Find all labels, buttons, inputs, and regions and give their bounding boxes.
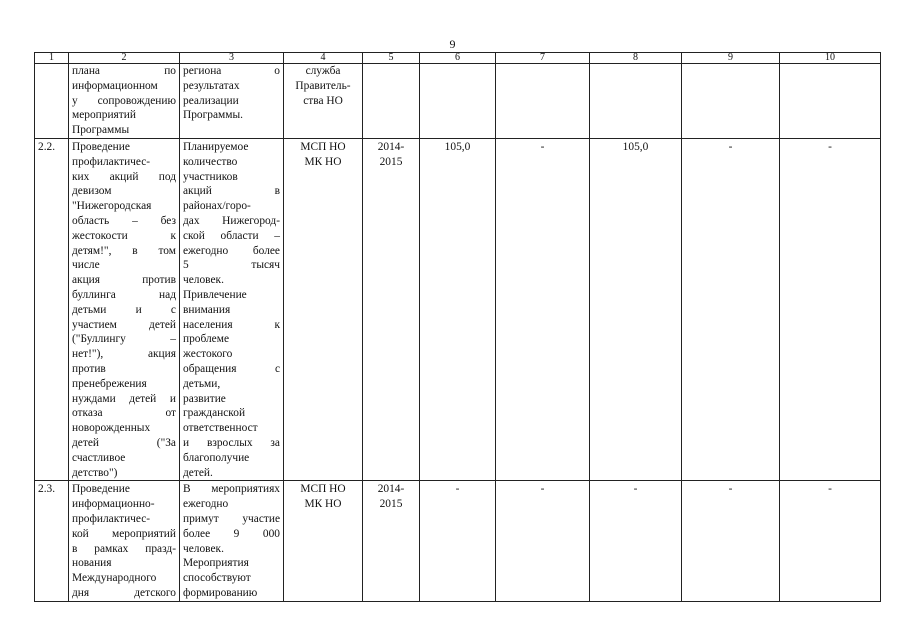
cell-line: жестокого [183, 348, 233, 361]
cell-line: детей. [183, 466, 213, 479]
period-cell [363, 481, 420, 601]
program-table [34, 52, 881, 602]
cell-line: 5 тысяч [183, 259, 280, 272]
cell-line: районах/горо- [183, 200, 251, 213]
cell-line: проблеме [183, 333, 230, 346]
cell-line: МК НО [304, 498, 342, 511]
column-header: 4 [284, 53, 363, 64]
cell-line: "Нижегородская [72, 200, 152, 213]
cell-line: МСП НО [300, 483, 346, 496]
cell-line: Программы [72, 124, 130, 137]
cell-line: новорожденных [72, 422, 151, 435]
cell-line: ской области – [183, 229, 280, 242]
cell-line: Проведение [72, 141, 130, 153]
funding-cell: - [780, 139, 881, 481]
cell-line: примут участие [183, 512, 280, 525]
cell-line: Мероприятия [183, 557, 249, 570]
funding-cell: - [420, 481, 496, 601]
cell-line: плана по [72, 65, 176, 77]
column-number-row [35, 53, 881, 64]
cell-line: ства НО [303, 94, 343, 107]
cell-line: профилактичес- [72, 512, 151, 525]
cell-line: дня детского [72, 586, 176, 599]
cell-line: населения к [183, 318, 280, 331]
cell-line: реализации [183, 94, 239, 107]
cell-line: Привлечение [183, 288, 247, 301]
funding-cell: - [590, 481, 682, 601]
period-cell [363, 64, 420, 139]
cell-line: ответственност [183, 422, 258, 435]
cell-line: мероприятий [72, 109, 136, 122]
cell-line: против [72, 362, 106, 375]
cell-line: отказа от [72, 407, 176, 420]
column-header: 9 [682, 53, 780, 64]
row-number: 2.3. [35, 481, 69, 601]
table-row [35, 139, 881, 481]
funding-cell [496, 64, 590, 139]
cell-line: числе [72, 259, 100, 272]
cell-line: региона о [183, 65, 280, 77]
column-header: 10 [780, 53, 881, 64]
funding-cell: - [682, 481, 780, 601]
result-cell [180, 481, 284, 601]
executor-cell [284, 481, 363, 601]
cell-line: МК НО [304, 155, 342, 168]
cell-line: результатах [183, 79, 240, 92]
row-number [35, 64, 69, 139]
measure-cell [69, 481, 180, 601]
cell-line: детство") [72, 466, 118, 479]
cell-line: 2015 [379, 498, 403, 511]
result-cell [180, 64, 284, 139]
cell-line: 2015 [379, 155, 403, 168]
cell-line: внимания [183, 303, 231, 316]
column-header: 6 [420, 53, 496, 64]
cell-line: жестокости к [72, 229, 176, 242]
cell-line: детей ("За [72, 436, 176, 449]
cell-line: кой мероприятий [72, 527, 176, 540]
cell-line: ежегодно более [183, 244, 280, 257]
cell-line: Программы. [183, 109, 243, 122]
cell-line: информационно- [72, 498, 155, 511]
cell-line: Планируемое [183, 141, 249, 153]
funding-cell: - [682, 139, 780, 481]
measure-cell [69, 64, 180, 139]
funding-cell: 105,0 [590, 139, 682, 481]
cell-line: ("Буллингу – [72, 333, 176, 346]
cell-line: Проведение [72, 483, 130, 496]
cell-line: профилактичес- [72, 155, 151, 168]
funding-cell: - [496, 139, 590, 481]
result-cell [180, 139, 284, 481]
cell-line: развитие [183, 392, 226, 405]
cell-line: обращения с [183, 362, 280, 375]
cell-line: ежегодно [183, 498, 229, 511]
cell-line: счастливое [72, 451, 126, 464]
cell-line: благополучие [183, 451, 250, 464]
funding-cell: 105,0 [420, 139, 496, 481]
cell-line: формированию [183, 586, 258, 599]
page-number: 9 [449, 37, 456, 51]
cell-line: у сопровождению [72, 94, 176, 107]
cell-line: область – без [72, 214, 176, 227]
cell-line: детьми, [183, 377, 221, 390]
cell-line: человек. [183, 274, 224, 287]
cell-line: и взрослых за [183, 436, 280, 449]
cell-line: информационном [72, 79, 158, 92]
cell-line: 2014- [377, 141, 405, 153]
cell-line: гражданской [183, 407, 246, 420]
executor-cell [284, 64, 363, 139]
cell-line: девизом [72, 185, 112, 198]
cell-line: более 9 000 [183, 527, 280, 540]
cell-line: буллинга над [72, 288, 176, 301]
column-header: 3 [180, 53, 284, 64]
funding-cell: - [496, 481, 590, 601]
executor-cell [284, 139, 363, 481]
table-row [35, 64, 881, 139]
cell-line: детьми и с [72, 303, 176, 316]
cell-line: Международного [72, 572, 157, 585]
measure-cell [69, 139, 180, 481]
funding-cell [682, 64, 780, 139]
cell-line: 2014- [377, 483, 405, 496]
table-row [35, 481, 881, 601]
column-header: 5 [363, 53, 420, 64]
column-header: 1 [35, 53, 69, 64]
cell-line: Правитель- [295, 79, 351, 92]
cell-line: участников [183, 170, 238, 183]
cell-line: количество [183, 155, 238, 168]
cell-line: нуждами детей и [72, 392, 176, 405]
cell-line: МСП НО [300, 141, 346, 153]
column-header: 2 [69, 53, 180, 64]
cell-line: В мероприятиях [183, 483, 280, 496]
column-header: 8 [590, 53, 682, 64]
funding-cell [420, 64, 496, 139]
cell-line: способствуют [183, 572, 251, 585]
period-cell [363, 139, 420, 481]
cell-line: нет!"), акция [72, 348, 176, 361]
cell-line: нования [72, 557, 112, 570]
cell-line: человек. [183, 542, 224, 555]
cell-line: дах Нижегород- [183, 214, 280, 227]
cell-line: детям!", в том [72, 244, 176, 257]
row-number: 2.2. [35, 139, 69, 481]
funding-cell: - [780, 481, 881, 601]
cell-line: ких акций под [72, 170, 176, 183]
cell-line: участием детей [72, 318, 176, 331]
cell-line: акций в [183, 185, 280, 198]
funding-cell [590, 64, 682, 139]
cell-line: в рамках празд- [72, 542, 176, 555]
column-header: 7 [496, 53, 590, 64]
cell-line: акция против [72, 274, 176, 287]
cell-line: пренебрежения [72, 377, 147, 390]
funding-cell [780, 64, 881, 139]
cell-line: служба [305, 65, 341, 77]
